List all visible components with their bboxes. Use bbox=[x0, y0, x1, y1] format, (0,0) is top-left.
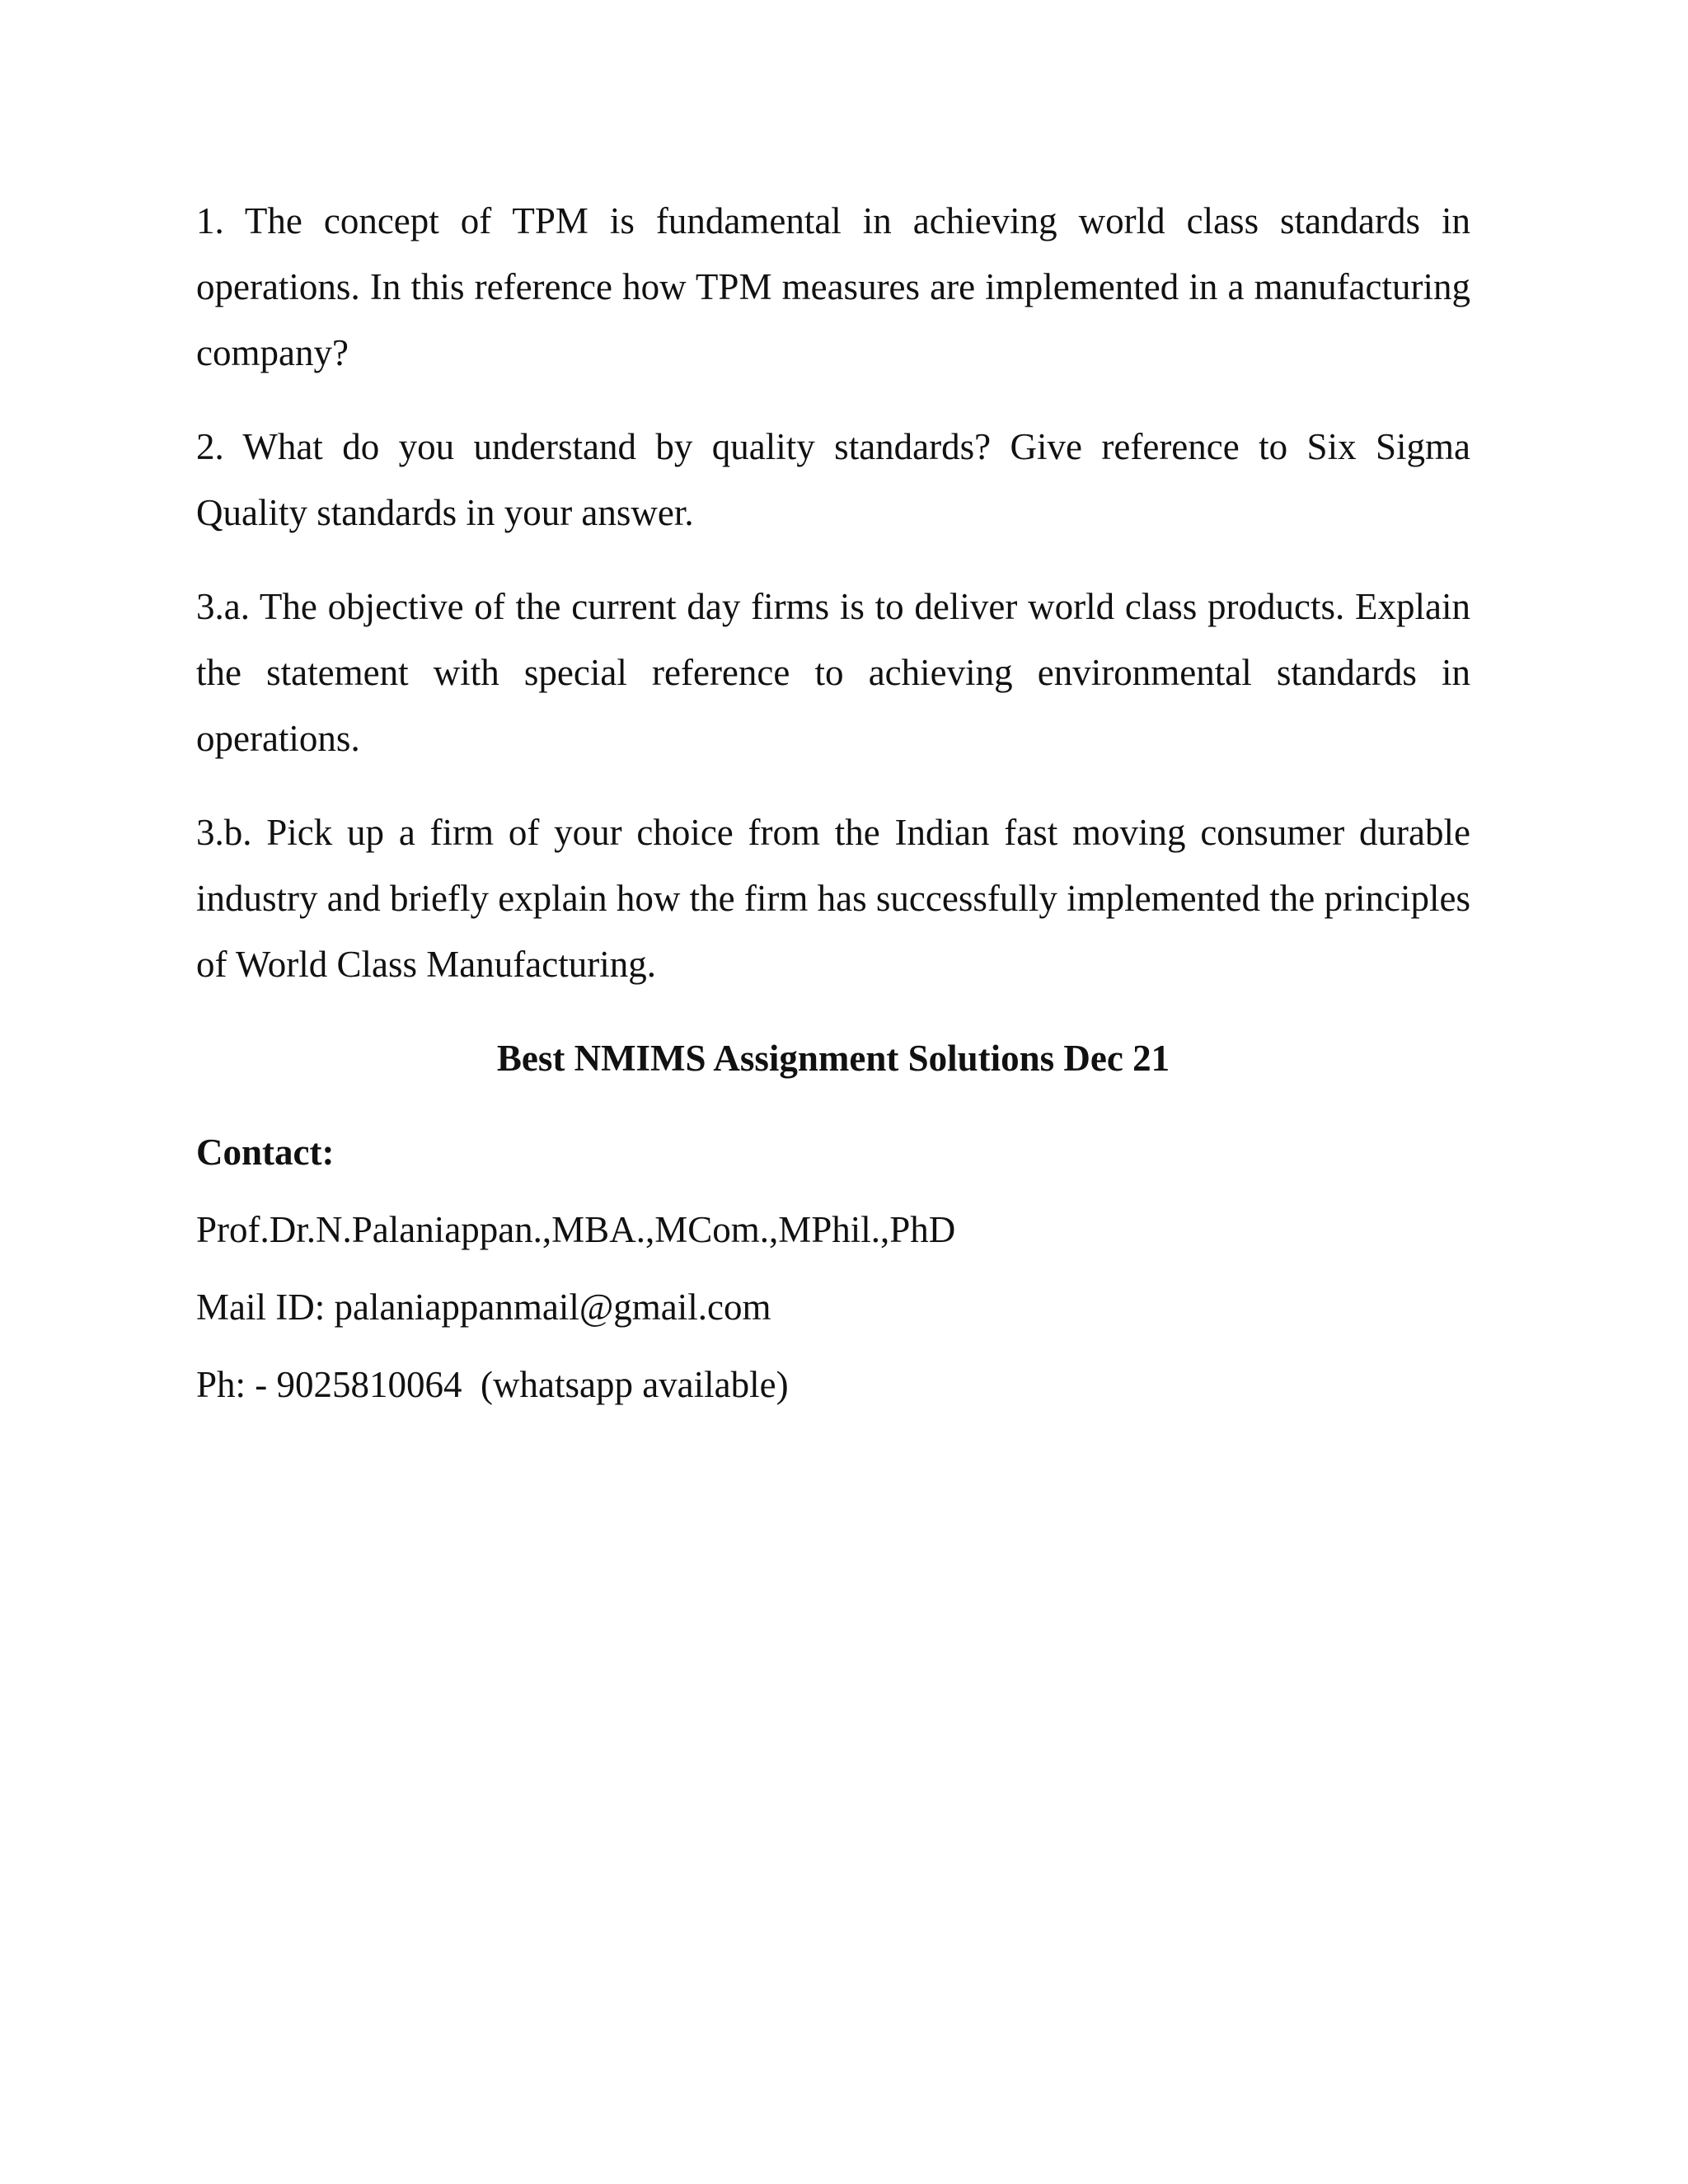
contact-mail: Mail ID: palaniappanmail@gmail.com bbox=[196, 1286, 771, 1328]
solutions-heading: Best NMIMS Assignment Solutions Dec 21 bbox=[496, 1038, 1170, 1079]
question-1: 1. The concept of TPM is fundamental in achieving world class standards in operations. In this reference how TPM measures are implemented in a manufacturing company? bbox=[196, 200, 1470, 373]
document-page bbox=[196, 188, 1470, 1429]
question-2: 2. What do you understand by quality standards? Give reference to Six Sigma Quality standards in your answer. bbox=[196, 426, 1470, 533]
question-3a: 3.a. The objective of the current day firms is to deliver world class products. Explain the statement with special reference to achieving environmental standards in operations. bbox=[196, 586, 1470, 759]
contact-phone: Ph: - 9025810064 (whatsapp available) bbox=[196, 1364, 789, 1405]
contact-name: Prof.Dr.N.Palaniappan.,MBA.,MCom.,MPhil.,PhD bbox=[196, 1209, 956, 1250]
question-3b: 3.b. Pick up a firm of your choice from the Indian fast moving consumer durable industry and briefly explain how the firm has successfully implemented the principles of World Class Manufacturing. bbox=[196, 812, 1470, 985]
contact-label: Contact: bbox=[196, 1132, 335, 1173]
